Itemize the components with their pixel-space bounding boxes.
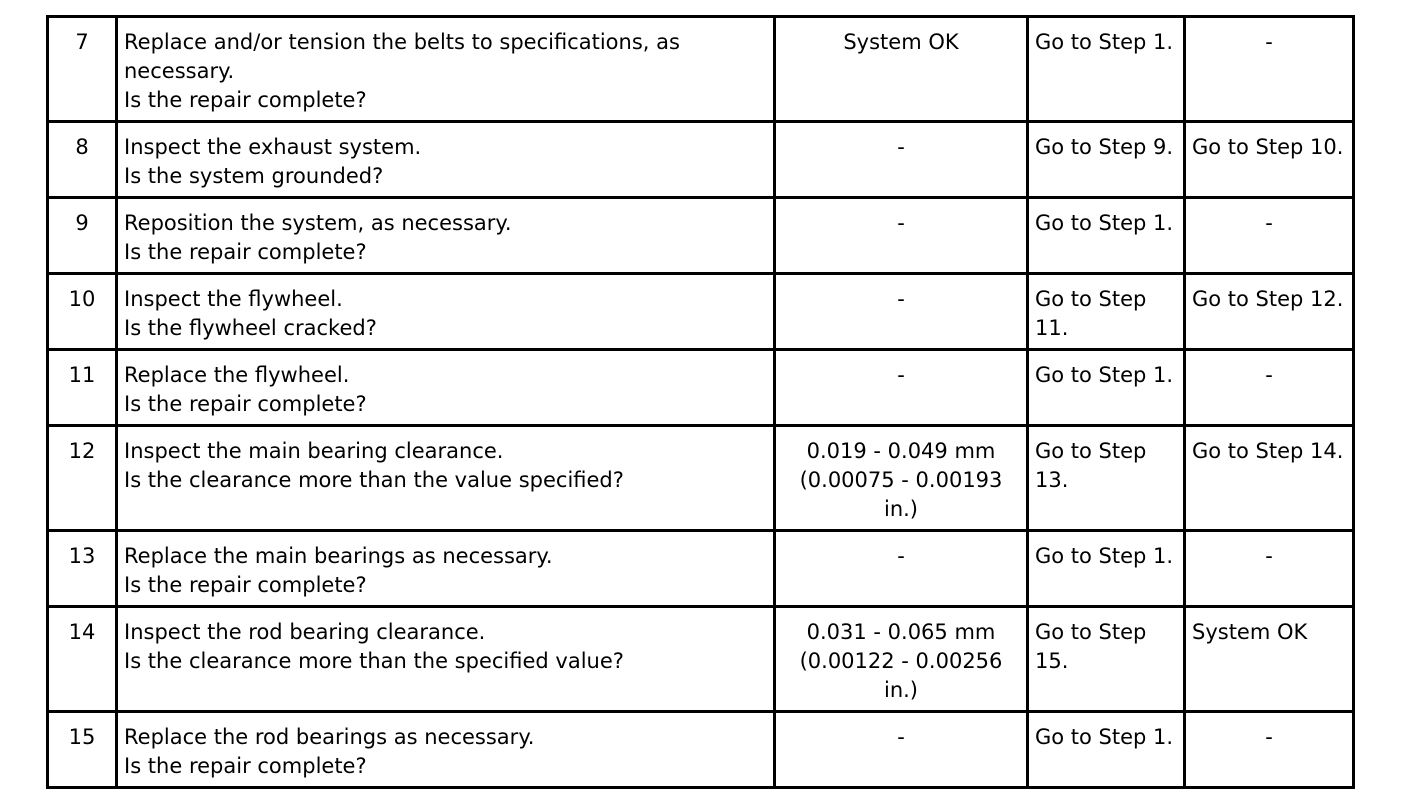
step-number: 15 xyxy=(48,712,117,788)
yes-cell: Go to Step 15. xyxy=(1028,607,1185,712)
action-instruction: Inspect the main bearing clearance. xyxy=(124,439,504,463)
action-question: Is the repair complete? xyxy=(124,88,367,112)
yes-cell: Go to Step 1. xyxy=(1028,531,1185,607)
table-row xyxy=(48,122,1354,198)
table-row xyxy=(48,607,1354,712)
action-instruction: Inspect the rod bearing clearance. xyxy=(124,620,486,644)
action-cell xyxy=(117,712,775,788)
table-row xyxy=(48,17,1354,122)
step-number: 7 xyxy=(48,17,117,122)
yes-cell: Go to Step 1. xyxy=(1028,17,1185,122)
action-question: Is the system grounded? xyxy=(124,164,384,188)
action-instruction: Replace the rod bearings as necessary. xyxy=(124,725,535,749)
yes-cell: Go to Step 1. xyxy=(1028,198,1185,274)
action-question: Is the clearance more than the specified value? xyxy=(124,649,624,673)
no-cell: - xyxy=(1185,17,1354,122)
action-instruction: Replace the flywheel. xyxy=(124,363,350,387)
table-row xyxy=(48,350,1354,426)
action-instruction: Replace the main bearings as necessary. xyxy=(124,544,553,568)
no-cell: Go to Step 12. xyxy=(1185,274,1354,350)
value-cell: System OK xyxy=(775,17,1028,122)
action-question: Is the repair complete? xyxy=(124,240,367,264)
value-cell: - xyxy=(775,122,1028,198)
table-row xyxy=(48,426,1354,531)
step-number: 14 xyxy=(48,607,117,712)
step-number: 9 xyxy=(48,198,117,274)
action-question: Is the flywheel cracked? xyxy=(124,316,377,340)
no-cell: System OK xyxy=(1185,607,1354,712)
action-cell xyxy=(117,607,775,712)
step-number: 11 xyxy=(48,350,117,426)
action-instruction: Inspect the flywheel. xyxy=(124,287,343,311)
table-row xyxy=(48,531,1354,607)
value-cell: - xyxy=(775,274,1028,350)
value-cell: 0.019 - 0.049 mm (0.00075 - 0.00193 in.) xyxy=(775,426,1028,531)
action-cell xyxy=(117,17,775,122)
value-cell: 0.031 - 0.065 mm (0.00122 - 0.00256 in.) xyxy=(775,607,1028,712)
table-row xyxy=(48,712,1354,788)
yes-cell: Go to Step 1. xyxy=(1028,712,1185,788)
action-cell xyxy=(117,350,775,426)
value-cell: - xyxy=(775,712,1028,788)
action-cell xyxy=(117,122,775,198)
step-number: 10 xyxy=(48,274,117,350)
no-cell: - xyxy=(1185,531,1354,607)
diagnostic-table xyxy=(46,15,1355,789)
value-cell: - xyxy=(775,198,1028,274)
yes-cell: Go to Step 1. xyxy=(1028,350,1185,426)
step-number: 8 xyxy=(48,122,117,198)
yes-cell: Go to Step 9. xyxy=(1028,122,1185,198)
table-row xyxy=(48,274,1354,350)
action-cell xyxy=(117,198,775,274)
step-number: 12 xyxy=(48,426,117,531)
no-cell: Go to Step 10. xyxy=(1185,122,1354,198)
action-cell xyxy=(117,531,775,607)
action-instruction: Reposition the system, as necessary. xyxy=(124,211,512,235)
no-cell: - xyxy=(1185,712,1354,788)
action-cell xyxy=(117,426,775,531)
value-cell: - xyxy=(775,531,1028,607)
step-number: 13 xyxy=(48,531,117,607)
table-row xyxy=(48,198,1354,274)
yes-cell: Go to Step 13. xyxy=(1028,426,1185,531)
action-question: Is the repair complete? xyxy=(124,392,367,416)
action-instruction: Inspect the exhaust system. xyxy=(124,135,422,159)
action-question: Is the repair complete? xyxy=(124,573,367,597)
value-cell: - xyxy=(775,350,1028,426)
no-cell: Go to Step 14. xyxy=(1185,426,1354,531)
no-cell: - xyxy=(1185,198,1354,274)
no-cell: - xyxy=(1185,350,1354,426)
action-question: Is the clearance more than the value specified? xyxy=(124,468,624,492)
action-cell xyxy=(117,274,775,350)
action-instruction: Replace and/or tension the belts to specifications, as necessary. xyxy=(124,30,680,83)
yes-cell: Go to Step 11. xyxy=(1028,274,1185,350)
action-question: Is the repair complete? xyxy=(124,754,367,778)
